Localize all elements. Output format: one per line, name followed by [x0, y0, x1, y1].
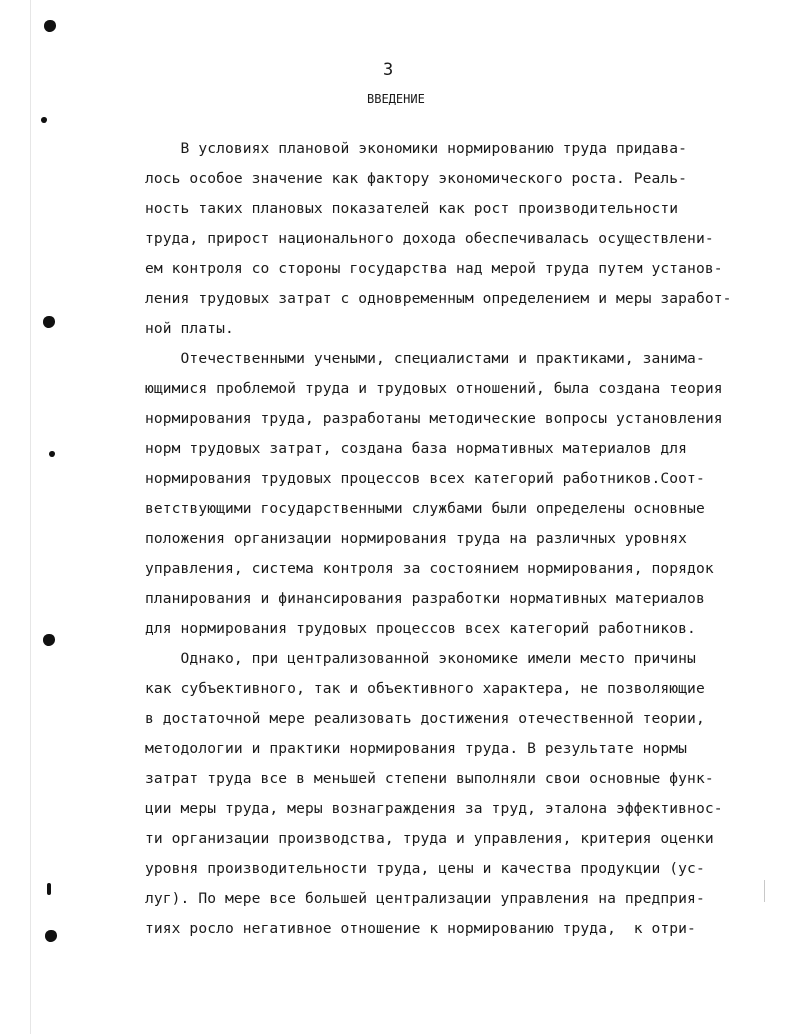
text-line: управления, система контроля за состоянием нормирования, порядок: [145, 560, 714, 577]
text-line: нормирования трудовых процессов всех категорий работников.Соот-: [145, 470, 705, 487]
text-line: ем контроля со стороны государства над мерой труда путем установ-: [145, 260, 723, 277]
text-line: для нормирования трудовых процессов всех категорий работников.: [145, 620, 696, 637]
text-line: положения организации нормирования труда на различных уровнях: [145, 530, 688, 547]
punch-hole-mark: [45, 930, 57, 942]
punch-hole-mark: [44, 20, 56, 32]
punch-hole-mark: [43, 634, 55, 646]
text-line: ти организации производства, труда и управления, критерия оценки: [145, 830, 714, 847]
text-line: В условиях плановой экономики нормированию труда придава-: [145, 140, 688, 157]
text-line: планирования и финансирования разработки нормативных материалов: [145, 590, 705, 607]
text-line: Однако, при централизованной экономике имели место причины: [145, 650, 696, 667]
text-line: лось особое значение как фактору экономического роста. Реаль-: [145, 170, 688, 187]
text-line: как субъективного, так и объективного характера, не позволяющие: [145, 680, 705, 697]
text-line: ления трудовых затрат с одновременным определением и меры заработ-: [145, 290, 732, 307]
punch-hole-mark: [49, 451, 55, 457]
text-line: уровня производительности труда, цены и качества продукции (ус-: [145, 860, 705, 877]
text-line: луг). По мере все большей централизации управления на предприя-: [145, 890, 705, 907]
binding-edge-line: [30, 0, 31, 1034]
margin-mark: [764, 880, 765, 902]
page-number: 3: [383, 60, 394, 80]
punch-hole-mark: [47, 883, 51, 895]
punch-hole-mark: [41, 117, 47, 123]
text-line: методологии и практики нормирования труда. В результате нормы: [145, 740, 688, 757]
text-line: ции меры труда, меры вознаграждения за труд, эталона эффективнос-: [145, 800, 723, 817]
text-line: ность таких плановых показателей как рост производительности: [145, 200, 679, 217]
punch-hole-mark: [43, 316, 55, 328]
text-line: труда, прирост национального дохода обеспечивалась осуществлени-: [145, 230, 714, 247]
text-line: ющимися проблемой труда и трудовых отношений, была создана теория: [145, 380, 723, 397]
text-line: ветствующими государственными службами были определены основные: [145, 500, 705, 517]
text-line: нормирования труда, разработаны методические вопросы установления: [145, 410, 723, 427]
text-line: Отечественными учеными, специалистами и практиками, занима-: [145, 350, 705, 367]
text-line: в достаточной мере реализовать достижения отечественной теории,: [145, 710, 705, 727]
text-line: ной платы.: [145, 320, 234, 337]
text-line: тиях росло негативное отношение к нормированию труда, к отри-: [145, 920, 696, 937]
text-line: затрат труда все в меньшей степени выполняли свои основные функ-: [145, 770, 714, 787]
section-heading: ВВЕДЕНИЕ: [367, 92, 425, 106]
text-line: норм трудовых затрат, создана база нормативных материалов для: [145, 440, 688, 457]
